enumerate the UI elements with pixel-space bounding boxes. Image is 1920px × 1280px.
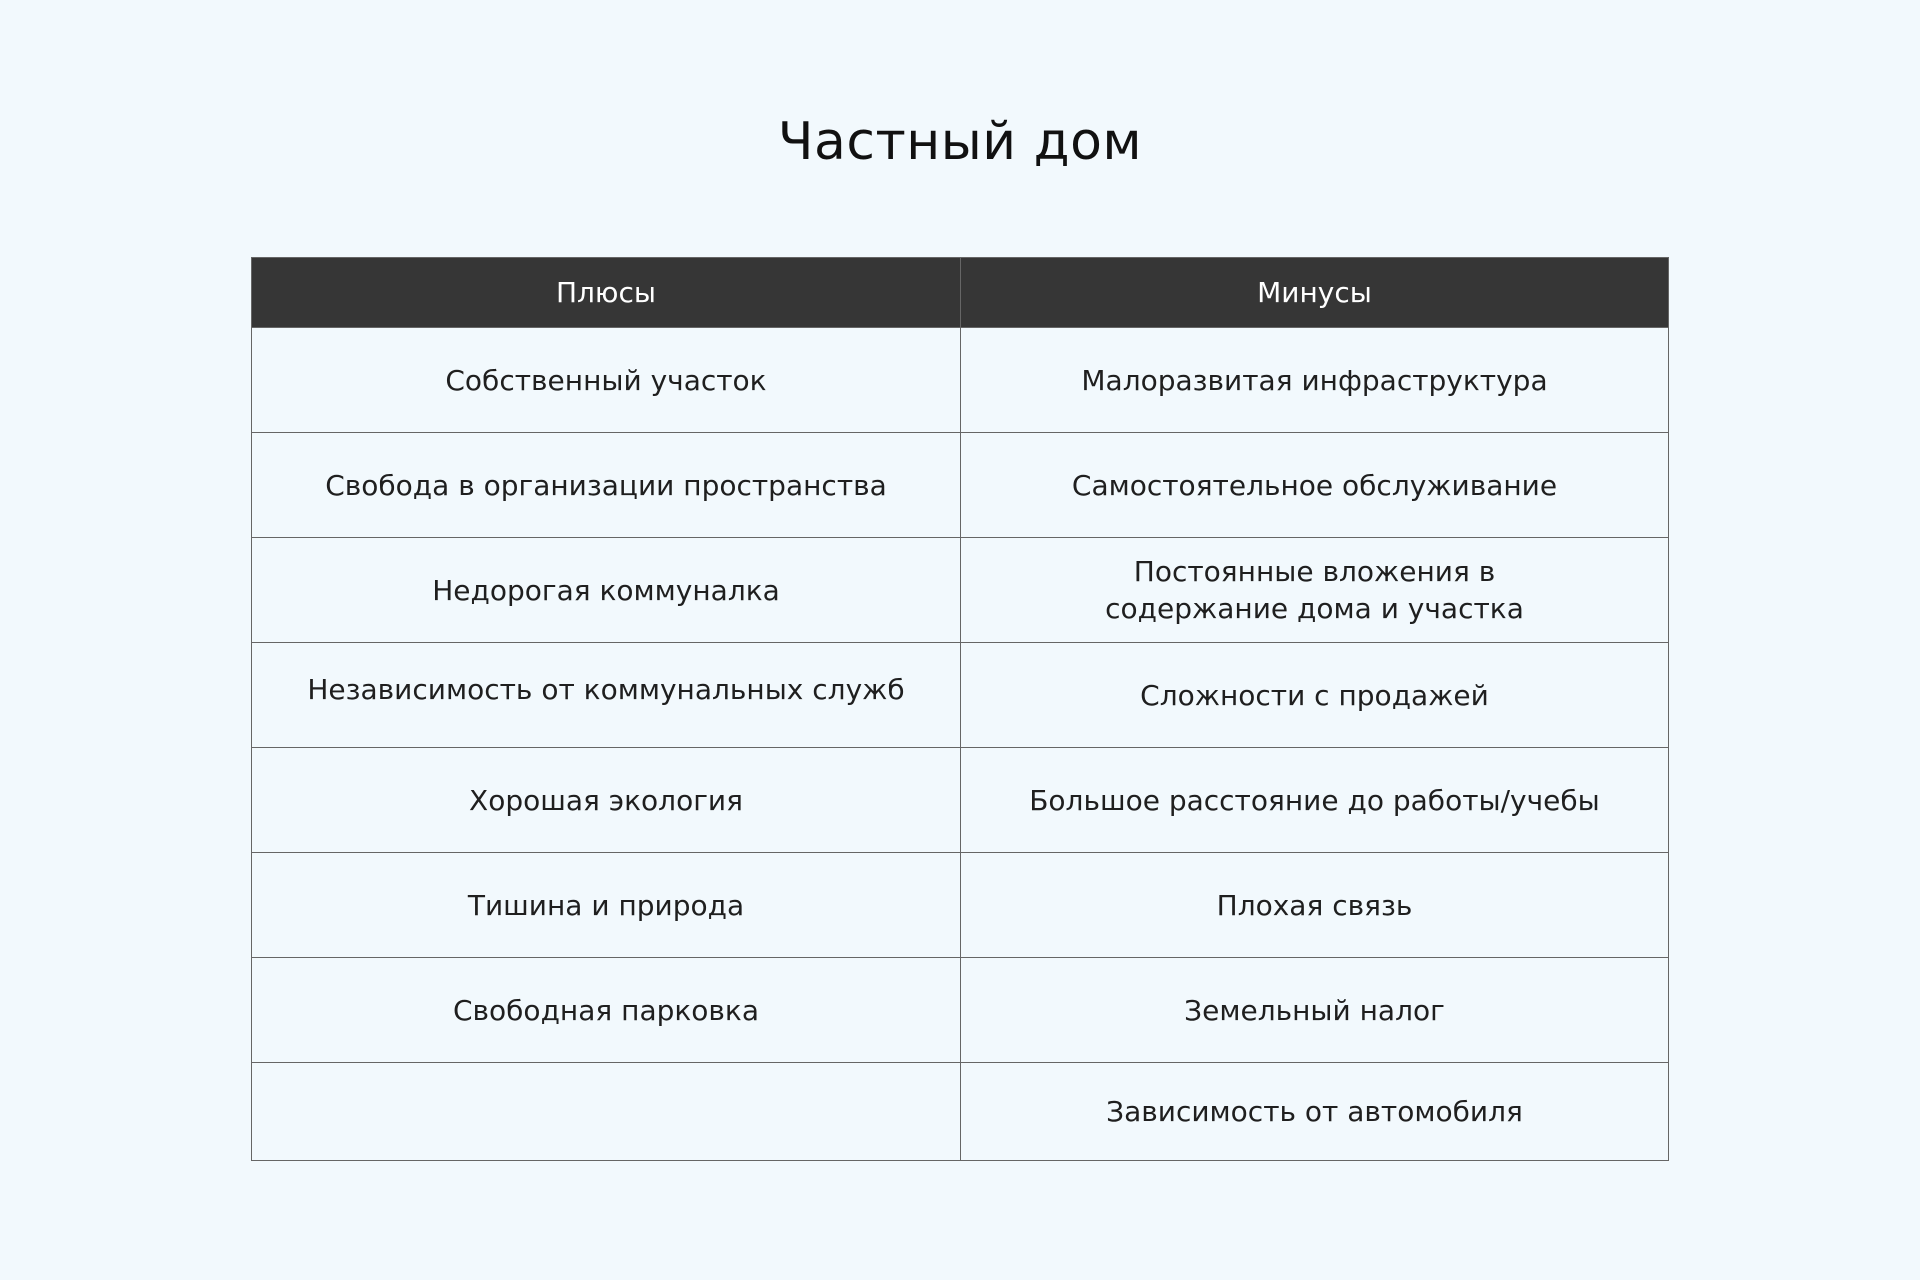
pro-cell: Недорогая коммуналка (432, 573, 780, 607)
table-row (252, 537, 1668, 642)
con-cell: Сложности с продажей (960, 643, 1668, 747)
con-cell: Земельный налог (960, 958, 1668, 1062)
pro-cell: Тишина и природа (467, 888, 745, 922)
pro-cell: Свобода в организации пространства (325, 468, 887, 502)
pro-cell: Свободная парковка (452, 993, 759, 1027)
table-row (252, 747, 1668, 852)
con-cell: Самостоятельное обслуживание (960, 433, 1668, 537)
header-cons: Минусы (960, 258, 1668, 327)
table-row (252, 1062, 1668, 1160)
table-row (252, 327, 1668, 432)
con-cell: Малоразвитая инфраструктура (960, 328, 1668, 432)
table-row (252, 642, 1668, 747)
page-title: Частный дом (777, 112, 1143, 172)
table-row (252, 432, 1668, 537)
pro-cell (252, 1063, 960, 1160)
pro-cell: Собственный участок (445, 363, 767, 397)
table-row (252, 957, 1668, 1062)
table-header-row (252, 258, 1668, 327)
table-row (252, 852, 1668, 957)
con-cell: Плохая связь (960, 853, 1668, 957)
con-cell: Зависимость от автомобиля (960, 1063, 1668, 1160)
con-cell: Постоянные вложения в содержание дома и участка (960, 538, 1668, 642)
pro-cell: Хорошая экология (469, 783, 743, 817)
con-cell: Большое расстояние до работы/учебы (960, 748, 1668, 852)
pros-cons-table (251, 257, 1669, 1161)
header-pros: Плюсы (555, 276, 657, 309)
pro-cell: Независимость от коммунальных служб (307, 673, 905, 706)
